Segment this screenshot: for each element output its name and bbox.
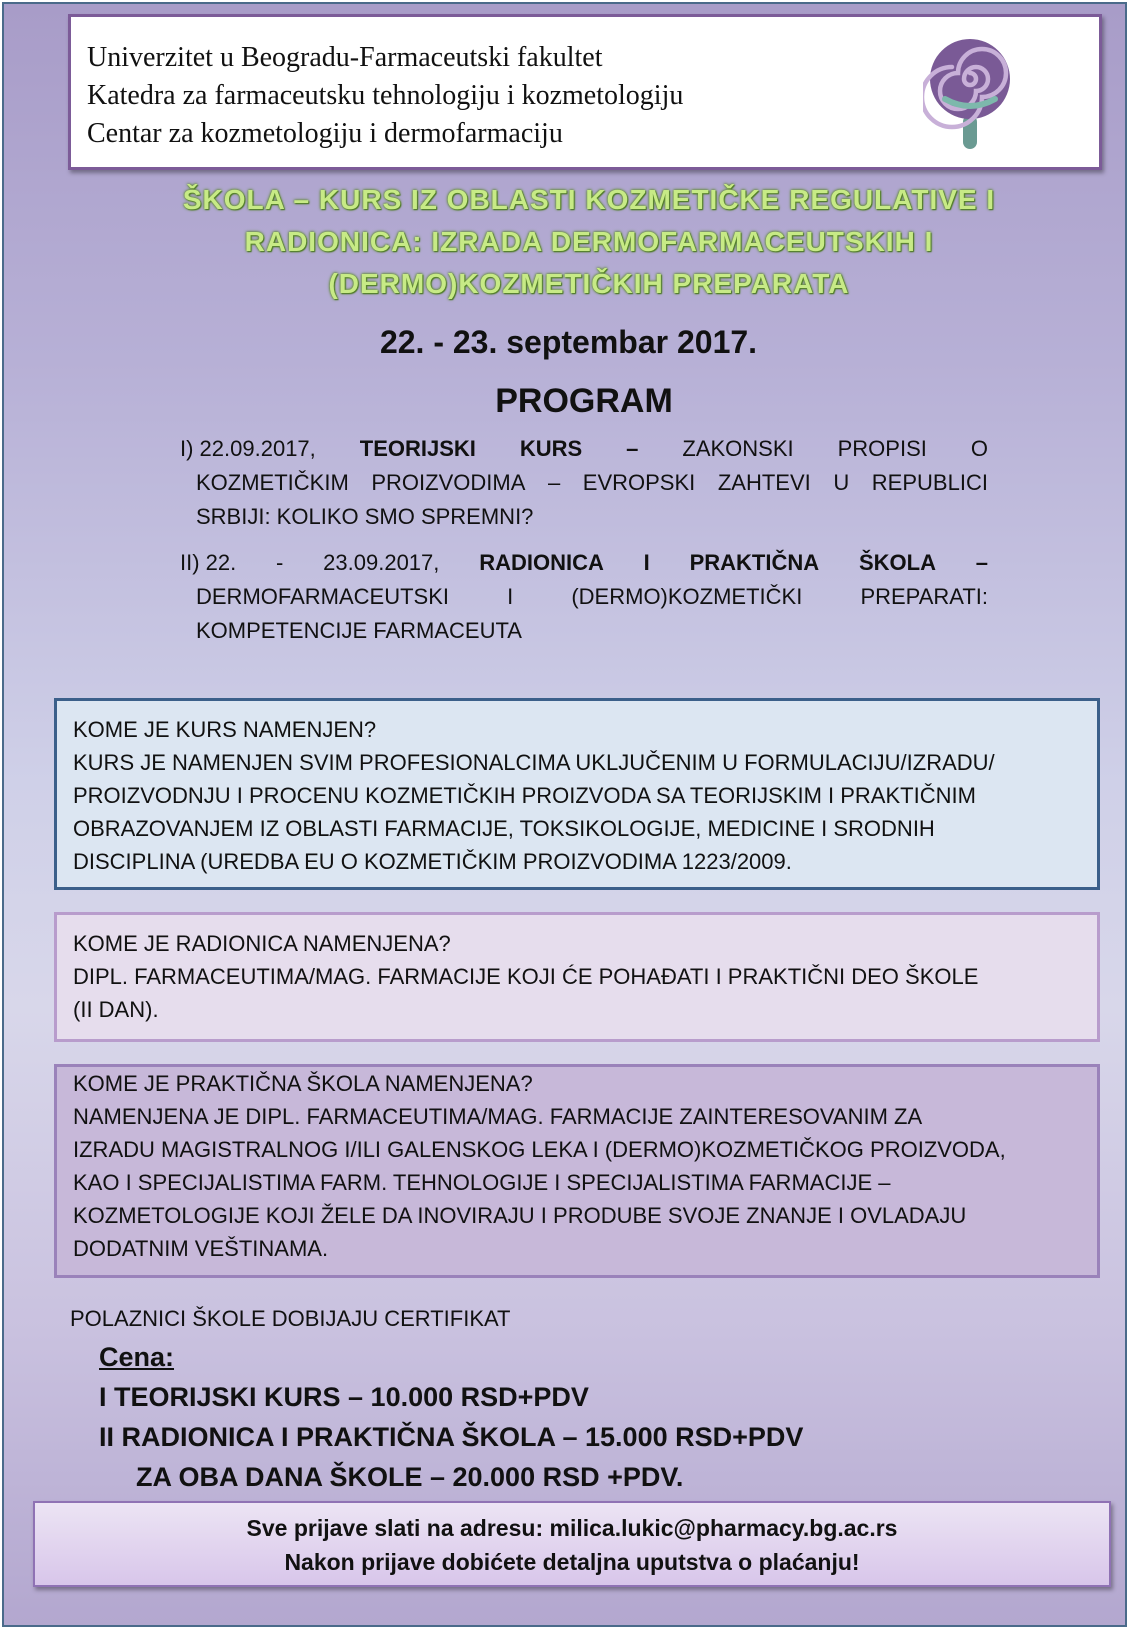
agenda-item-1-line-1 bbox=[180, 432, 988, 466]
course-audience-box bbox=[54, 698, 1100, 890]
agenda-word: PROPISI bbox=[837, 436, 927, 461]
event-date: 22. - 23. septembar 2017. bbox=[379, 324, 758, 360]
agenda-word: RADIONICA bbox=[479, 550, 604, 575]
agenda-word: PROIZVODIMA bbox=[371, 470, 526, 495]
agenda-item-2-line-2 bbox=[180, 580, 988, 614]
agenda-item-2-line-1 bbox=[180, 546, 988, 580]
payment-instructions-line: Nakon prijave dobićete detaljna uputstva o plaćanju! bbox=[284, 1549, 860, 1575]
agenda-word: KOZMETIČKIM bbox=[196, 470, 349, 495]
institution-lines bbox=[87, 39, 683, 153]
box-line: KOME JE RADIONICA NAMENJENA? bbox=[73, 931, 451, 956]
agenda-word: II) 22. bbox=[180, 550, 237, 575]
agenda-word: I) 22.09.2017, bbox=[180, 436, 316, 461]
price-heading: Cena: bbox=[99, 1342, 175, 1372]
agenda-item-2-line-3: KOMPETENCIJE FARMACEUTA bbox=[196, 618, 522, 643]
price-workshop: II RADIONICA I PRAKTIČNA ŠKOLA – 15.000 RSD+PDV bbox=[99, 1422, 804, 1452]
box-line: DISCIPLINA (UREDBA EU O KOZMETIČKIM PROIZVODIMA 1223/2009. bbox=[73, 849, 792, 874]
program-heading: PROGRAM bbox=[495, 382, 673, 420]
box-line: NAMENJENA JE DIPL. FARMACEUTIMA/MAG. FARMACIJE ZAINTERESOVANIM ZA bbox=[73, 1104, 923, 1129]
title-line-1: ŠKOLA – KURS IZ OBLASTI KOZMETIČKE REGULATIVE I bbox=[182, 184, 996, 215]
agenda-word: ZAHTEVI bbox=[717, 470, 811, 495]
agenda-word: I bbox=[507, 584, 514, 609]
agenda-word: TEORIJSKI bbox=[359, 436, 476, 461]
box-line: IZRADU MAGISTRALNOG I/ILI GALENSKOG LEKA I (DERMO)KOZMETIČKOG PROIZVODA, bbox=[73, 1137, 1006, 1162]
box-line: OBRAZOVANJEM IZ OBLASTI FARMACIJE, TOKSIKOLOGIJE, MEDICINE I SRODNIH bbox=[73, 816, 935, 841]
agenda-word: PREPARATI: bbox=[860, 584, 988, 609]
agenda-word: PRAKTIČNA bbox=[689, 550, 820, 575]
box-line: PROIZVODNJU I PROCENU KOZMETIČKIH PROIZVODA SA TEORIJSKIM I PRAKTIČNIM bbox=[73, 783, 976, 808]
price-both-days: ZA OBA DANA ŠKOLE – 20.000 RSD +PDV. bbox=[136, 1462, 684, 1492]
agenda-word: – bbox=[547, 470, 561, 495]
agenda-word: U bbox=[833, 470, 850, 495]
agenda-word: DERMOFARMACEUTSKI bbox=[196, 584, 450, 609]
box-line: KAO I SPECIJALISTIMA FARM. TEHNOLOGIJE I SPECIJALISTIMA FARMACIJE – bbox=[73, 1170, 891, 1195]
price-theory-course: I TEORIJSKI KURS – 10.000 RSD+PDV bbox=[99, 1382, 589, 1412]
practical-school-audience-box bbox=[54, 1064, 1100, 1278]
event-title bbox=[64, 179, 1114, 305]
title-line-3: (DERMO)KOZMETIČKIH PREPARATA bbox=[328, 268, 850, 299]
agenda-item-1-line-3: SRBIJI: KOLIKO SMO SPREMNI? bbox=[196, 504, 534, 529]
box-line: KOME JE PRAKTIČNA ŠKOLA NAMENJENA? bbox=[73, 1071, 533, 1096]
agenda-word: - bbox=[276, 550, 284, 575]
box-line: KOZMETOLOGIJE KOJI ŽELE DA INOVIRAJU I PRODUBE SVOJE ZNANJE I OVLADAJU bbox=[73, 1203, 967, 1228]
agenda-word: KURS bbox=[519, 436, 583, 461]
registration-footer bbox=[33, 1501, 1111, 1587]
agenda-word: ŠKOLA bbox=[858, 550, 936, 575]
agenda-word: (DERMO)KOZMETIČKI bbox=[571, 584, 803, 609]
flyer-page bbox=[2, 2, 1127, 1627]
agenda-word: ZAKONSKI bbox=[682, 436, 794, 461]
agenda-word: – bbox=[626, 436, 639, 461]
agenda-item-2 bbox=[180, 546, 988, 648]
institution-line-2: Katedra za farmaceutsku tehnologiju i kozmetologiju bbox=[87, 80, 684, 111]
institution-line-1: Univerzitet u Beogradu-Farmaceutski fakultet bbox=[87, 42, 603, 73]
certificate-note: POLAZNICI ŠKOLE DOBIJAJU CERTIFIKAT bbox=[70, 1306, 511, 1331]
agenda-item-1 bbox=[180, 432, 988, 534]
agenda-word: I bbox=[643, 550, 650, 575]
box-line: KOME JE KURS NAMENJEN? bbox=[73, 717, 377, 742]
agenda-word: 23.09.2017, bbox=[323, 550, 440, 575]
header-box bbox=[68, 14, 1102, 170]
title-line-2: RADIONICA: IZRADA DERMOFARMACEUTSKIH I bbox=[244, 226, 934, 257]
agenda-item-1-line-2 bbox=[180, 466, 988, 500]
institution-line-3: Centar za kozmetologiju i dermofarmaciju bbox=[87, 118, 563, 149]
agenda-word: O bbox=[970, 436, 988, 461]
box-line: (II DAN). bbox=[73, 997, 159, 1022]
agenda-word: – bbox=[975, 550, 988, 575]
registration-email-line: Sve prijave slati na adresu: milica.lukic@pharmacy.bg.ac.rs bbox=[246, 1515, 898, 1541]
workshop-audience-box bbox=[54, 912, 1100, 1042]
spiral-logo-icon bbox=[923, 37, 1023, 151]
agenda-word: EVROPSKI bbox=[582, 470, 696, 495]
box-line: DIPL. FARMACEUTIMA/MAG. FARMACIJE KOJI ĆE POHAĐATI I PRAKTIČNI DEO ŠKOLE bbox=[73, 964, 979, 989]
box-line: DODATNIM VEŠTINAMA. bbox=[73, 1236, 329, 1261]
agenda-word: REPUBLICI bbox=[871, 470, 988, 495]
box-line: KURS JE NAMENJEN SVIM PROFESIONALCIMA UKLJUČENIM U FORMULACIJU/IZRADU/ bbox=[73, 750, 995, 775]
